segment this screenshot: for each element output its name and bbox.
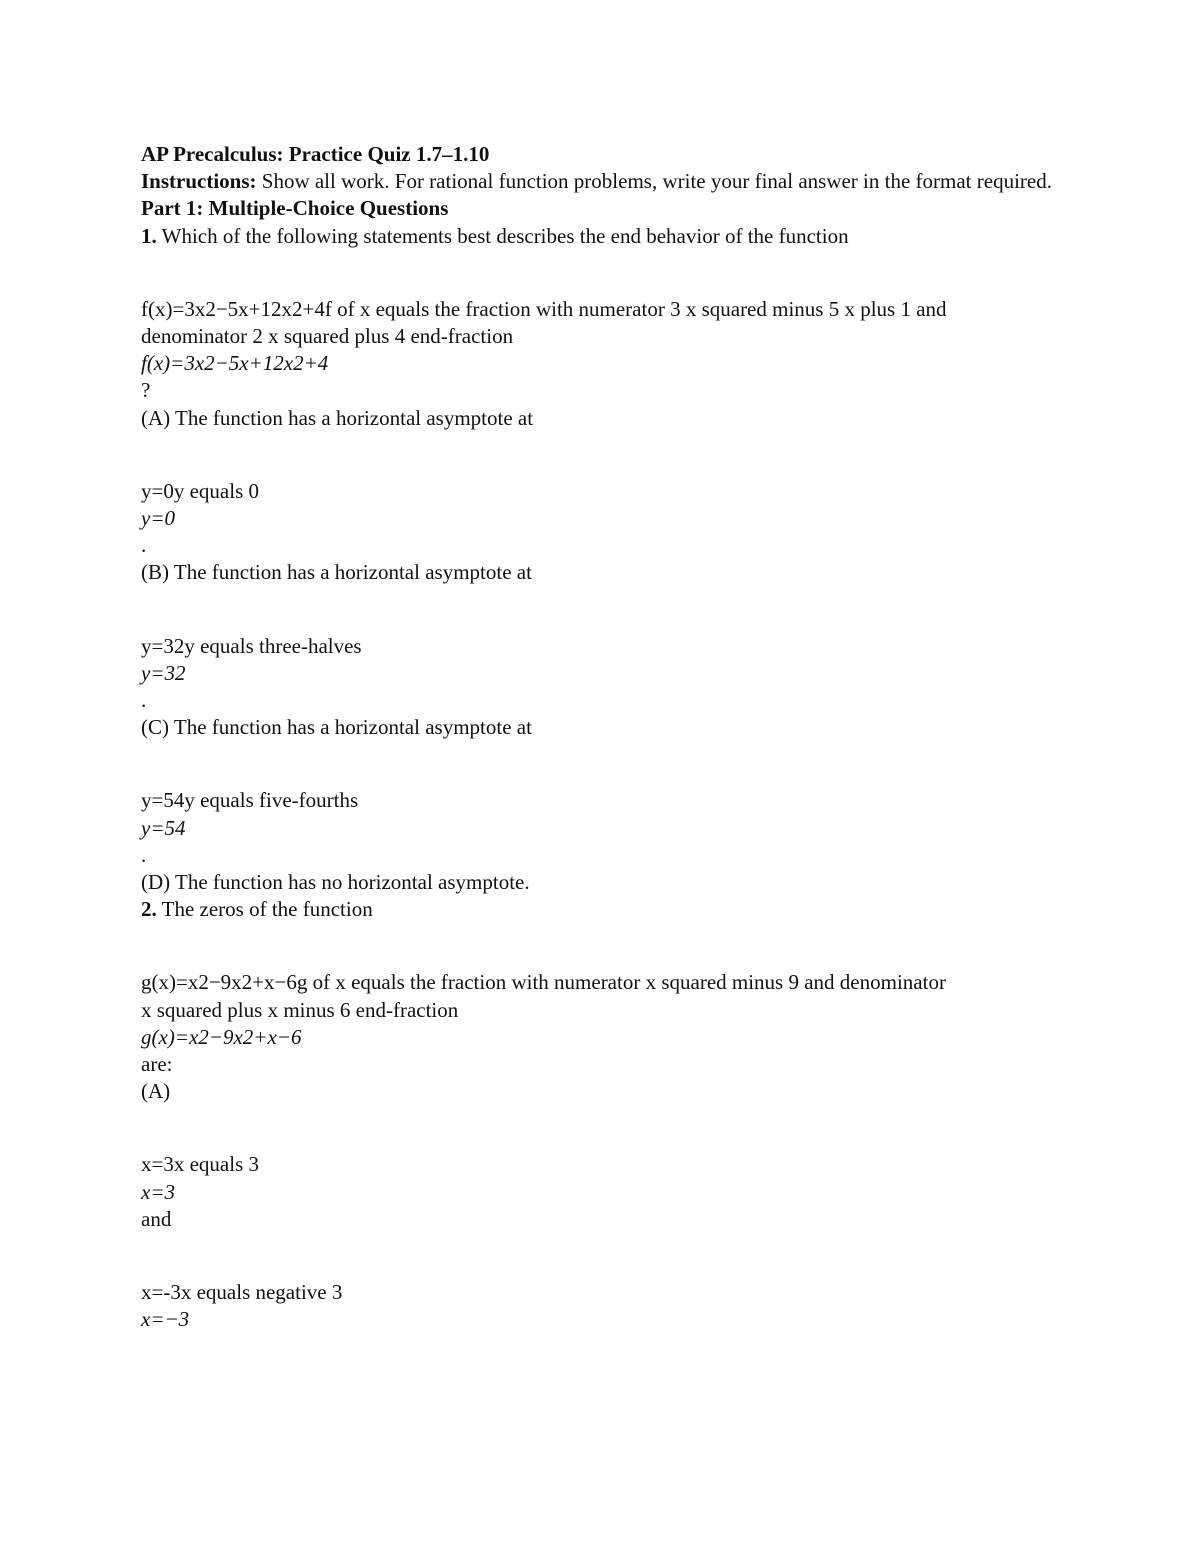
q1-option-c-plain: y=54y equals five-fourths [141,788,359,813]
instructions [141,168,1061,195]
part1-heading: Part 1: Multiple-Choice Questions [141,196,449,221]
q1-option-b-math: y=32 [141,660,186,685]
q2-zero-1-math: x=3 [141,1179,175,1204]
question-2-number: 2. [141,897,157,922]
question-2-text: The zeros of the function [156,897,373,922]
q2-zero-2-math: x=−3 [141,1307,190,1332]
question-1-number: 1. [141,223,157,248]
q2-and: and [141,1206,172,1231]
q1-expression-plain-line-1: f(x)=3x2−5x+12x2+4f of x equals the fraction with numerator 3 x squared minus 5 x plus 1 and [141,296,947,321]
question-1-text: Which of the following statements best describes the end behavior of the function [156,223,849,248]
q2-zero-1-plain: x=3x equals 3 [141,1152,259,1177]
quiz-title: AP Precalculus: Practice Quiz 1.7–1.10 [141,142,490,166]
q1-option-b-end: . [141,688,147,713]
spacer [141,923,1061,969]
q1-option-d: (D) The function has no horizontal asymptote. [141,870,530,895]
q1-option-b-plain: y=32y equals three-halves [141,633,362,658]
q1-expression-plain-line-2: denominator 2 x squared plus 4 end-fraction [141,324,514,349]
spacer [141,587,1061,633]
spacer [141,250,1061,296]
spacer [141,1233,1061,1279]
q2-option-a-label: (A) [141,1079,171,1104]
q1-option-c-label: (C) The function has a horizontal asymptote at [141,715,532,740]
q1-option-a-label: (A) The function has a horizontal asymptote at [141,405,534,430]
instructions-text: Show all work. For rational function problems, write your final answer in the format required. [256,169,1052,194]
q2-expression-plain-line-2: x squared plus x minus 6 end-fraction [141,997,459,1022]
q1-option-b-label: (B) The function has a horizontal asymptote at [141,560,532,585]
spacer [141,1105,1061,1151]
q1-option-a-end: . [141,533,147,558]
document-page [141,141,1061,1334]
spacer [141,741,1061,787]
question-2-prompt [141,896,1061,923]
q1-option-a-plain: y=0y equals 0 [141,478,259,503]
q2-are: are: [141,1052,173,1077]
q1-option-c-end: . [141,842,147,867]
q2-expression-plain-line-1: g(x)=x2−9x2+x−6g of x equals the fraction with numerator x squared minus 9 and denominator [141,970,946,995]
q1-expression-math: f(x)=3x2−5x+12x2+4 [141,351,329,376]
question-1-prompt [141,223,1061,250]
q1-option-a-math: y=0 [141,506,175,531]
instructions-label: Instructions: [141,169,257,194]
q1-option-c-math: y=54 [141,815,186,840]
q1-question-mark: ? [141,378,151,403]
spacer [141,432,1061,478]
q2-zero-2-plain: x=-3x equals negative 3 [141,1280,343,1305]
q2-expression-math: g(x)=x2−9x2+x−6 [141,1024,302,1049]
